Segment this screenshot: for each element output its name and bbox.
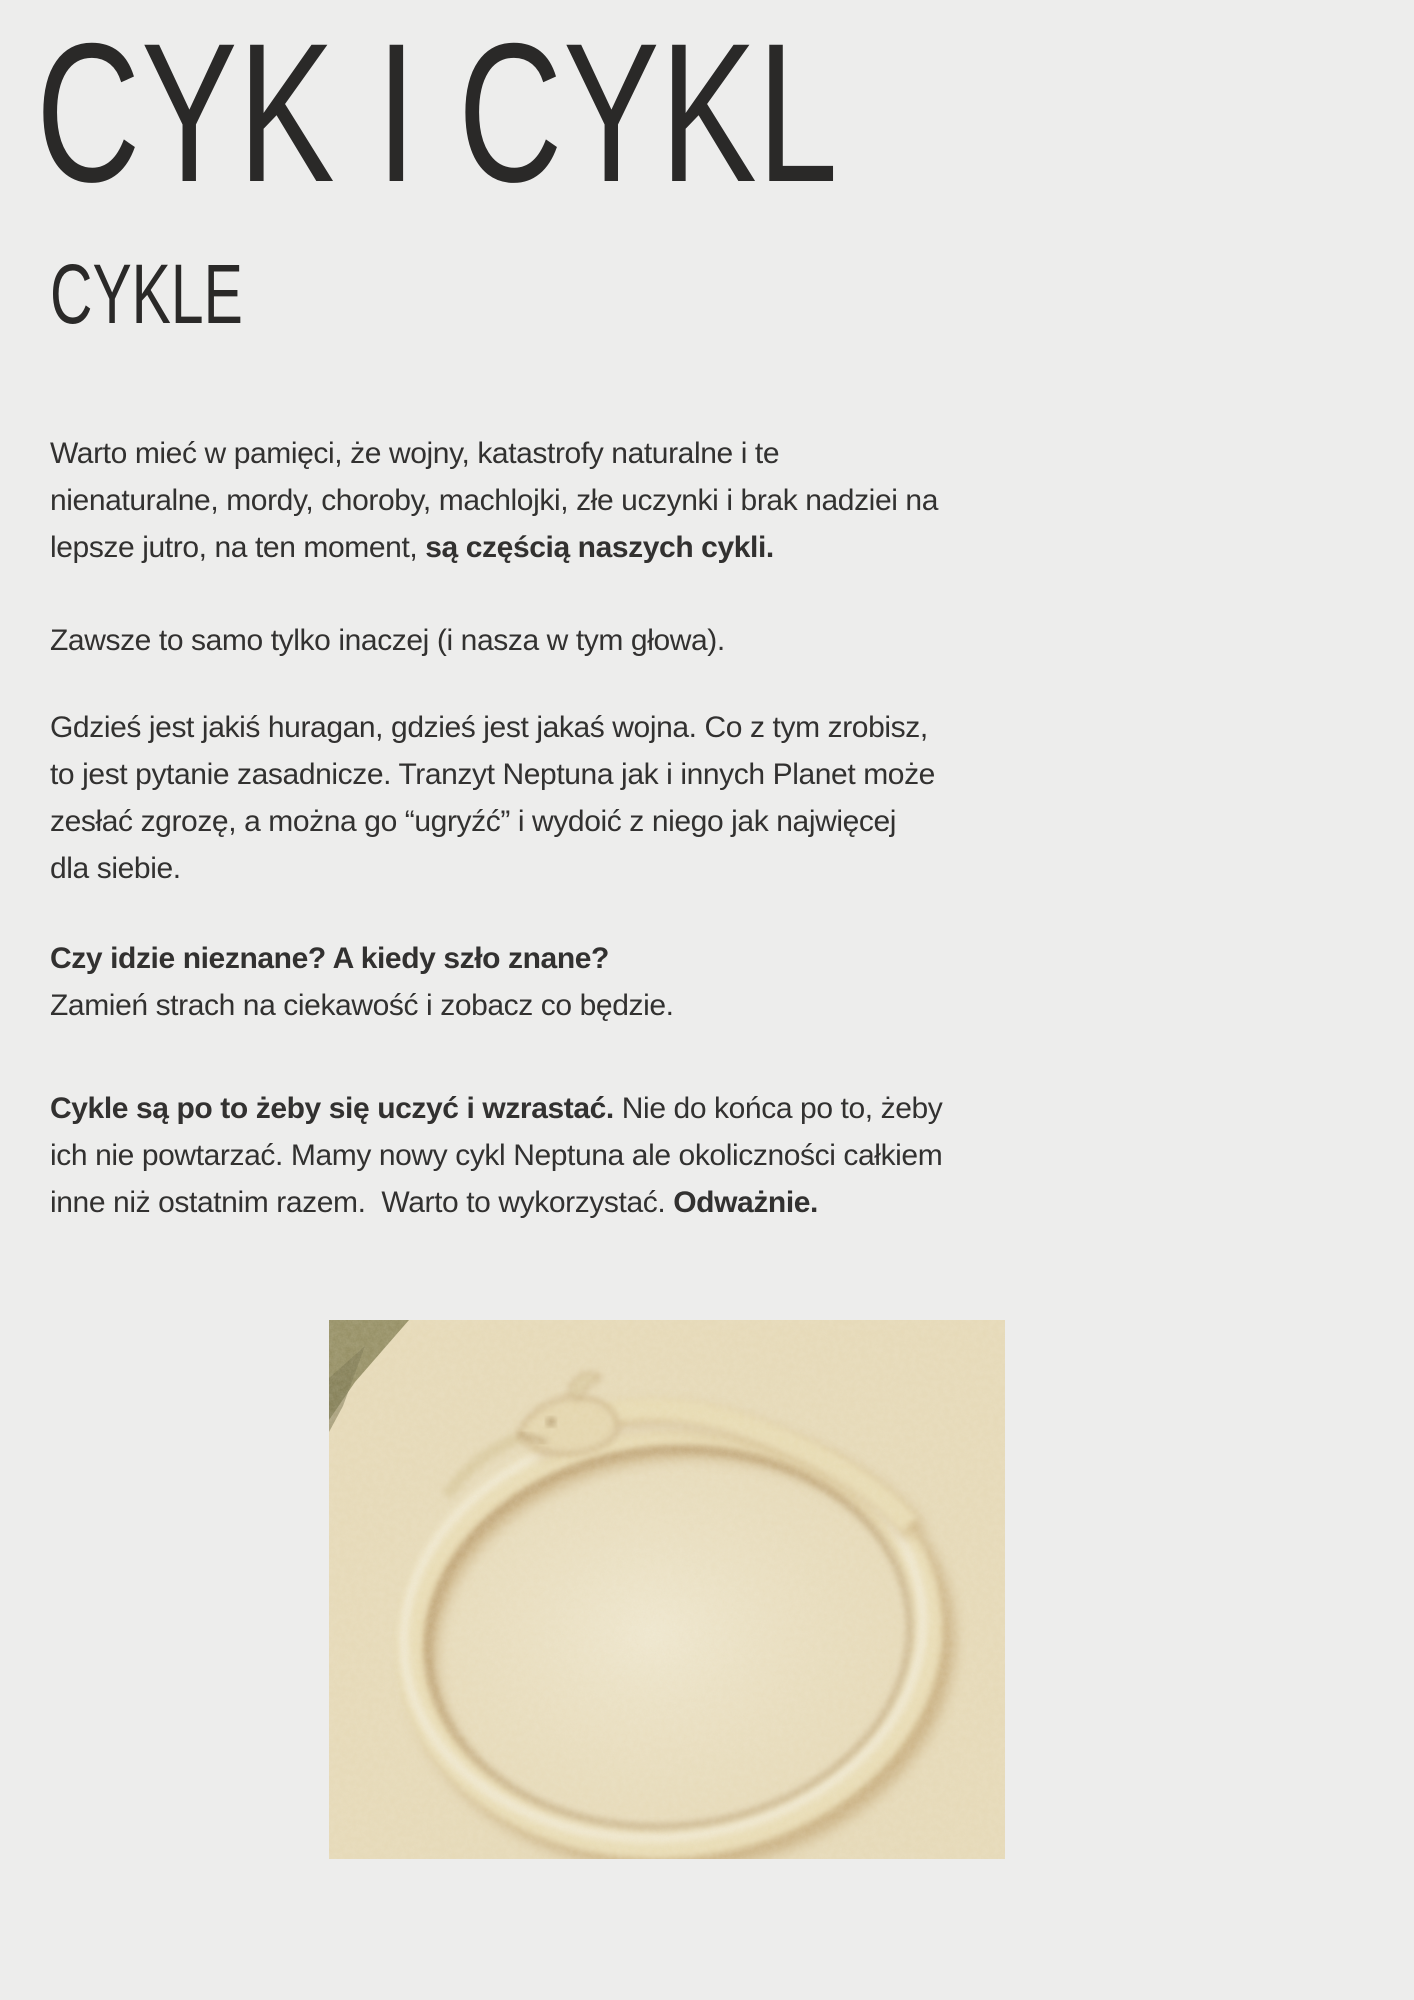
paragraph-learn-and-grow [50,1085,1030,1226]
section-heading [50,247,325,341]
text-line: Zamień strach na ciekawość i zobacz co będzie. [50,989,674,1022]
paragraph-unknown-known [50,935,1030,1029]
text-line: Gdzieś jest jakiś huragan, gdzieś jest jakaś wojna. Co z tym zrobisz, [50,711,928,744]
text-line: dla siebie. [50,852,181,885]
text-line: nienaturalne, mordy, choroby, machlojki, złe uczynki i brak nadziei na [50,484,938,517]
paragraph-hurricane-war [50,704,1030,892]
text-line: Warto mieć w pamięci, że wojny, katastrofy naturalne i te [50,437,780,470]
section-heading-text: CYKLE [50,247,243,341]
page-title-text: CYK I CYKL [36,2,839,223]
text-line: Czy idzie nieznane? A kiedy szło znane? [50,942,609,975]
text-line: Zawsze to samo tylko inaczej (i nasza w tym głowa). [50,624,725,657]
paragraph-always-the-same [50,617,1030,664]
text-line: ich nie powtarzać. Mamy nowy cykl Neptuna ale okoliczności całkiem [50,1139,943,1172]
text-line: zesłać zgrozę, a można go “ugryźć” i wydoić z niego jak najwięcej [50,805,897,838]
ouroboros-image [329,1320,1005,1859]
text-line: to jest pytanie zasadnicze. Tranzyt Neptuna jak i innych Planet może [50,758,935,791]
text-line: Cykle są po to żeby się uczyć i wzrastać. Nie do końca po to, żeby [50,1092,943,1125]
paragraph-cycles-intro [50,430,1030,571]
ouroboros-carving-graphic [329,1320,1005,1859]
text-line: lepsze jutro, na ten moment, są częścią naszych cykli. [50,531,774,564]
text-line: inne niż ostatnim razem. Warto to wykorzystać. Odważnie. [50,1186,818,1219]
page-title [36,2,1135,223]
